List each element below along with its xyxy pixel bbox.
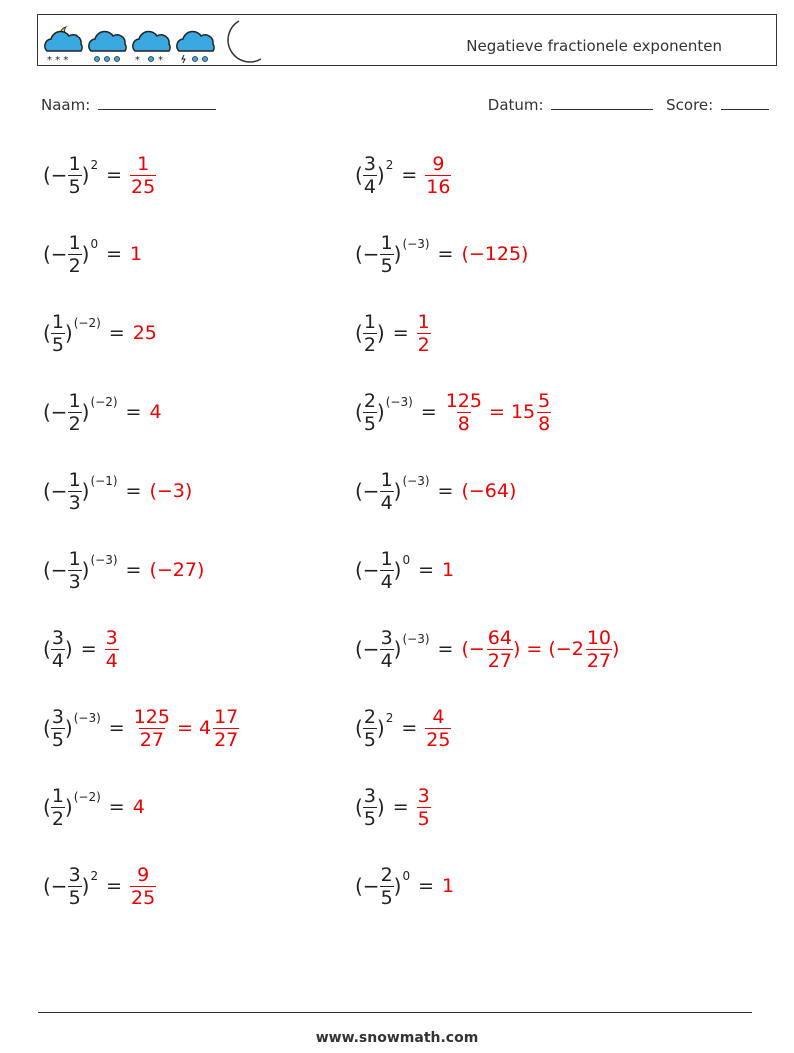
exponent: 0 [402, 869, 411, 883]
close-paren: ) [81, 163, 90, 187]
denominator: 27 [586, 649, 612, 672]
answer-text: 25 [132, 322, 157, 344]
base-fraction [380, 864, 394, 909]
close-paren: ) [393, 558, 402, 582]
answer-text: = 15 [482, 401, 536, 423]
base-numerator: 1 [380, 468, 393, 491]
fraction [586, 627, 612, 672]
numerator: 125 [133, 705, 170, 728]
exponent: (−2) [73, 790, 101, 804]
problem-item [355, 145, 451, 205]
svg-text:* * *: * * * [47, 55, 69, 65]
close-paren: ) [393, 479, 402, 503]
close-paren: ) [64, 716, 73, 740]
base-denominator: 5 [363, 412, 376, 435]
name-label: Naam: [41, 96, 91, 114]
numerator: 9 [137, 863, 150, 886]
base-fraction [363, 153, 377, 198]
base-numerator: 2 [363, 705, 376, 728]
exponent: (−3) [385, 395, 413, 409]
answer [149, 401, 163, 423]
base-numerator: 2 [380, 863, 393, 886]
problem-item [43, 619, 119, 679]
cloud-rain-icon [89, 32, 126, 62]
base-numerator: 3 [380, 626, 393, 649]
base-numerator: 3 [51, 705, 64, 728]
problem-item [43, 856, 156, 916]
answer [445, 390, 552, 435]
answer-text: 4 [132, 796, 145, 818]
problem-item [43, 461, 194, 521]
base-numerator: 3 [363, 152, 376, 175]
base-fraction [68, 390, 82, 435]
worksheet-header [37, 14, 777, 66]
open-paren: ( [355, 163, 363, 187]
base-fraction [68, 864, 82, 909]
fraction [425, 706, 451, 751]
equals-sign: = [437, 638, 454, 660]
answer [133, 796, 147, 818]
equals-sign: = [106, 164, 123, 186]
base-denominator: 5 [68, 886, 81, 909]
answer [425, 153, 451, 198]
base-denominator: 5 [68, 175, 81, 198]
equals-sign: = [106, 875, 123, 897]
base-denominator: 4 [380, 491, 393, 514]
numerator: 4 [432, 705, 445, 728]
exponent: 2 [90, 158, 99, 172]
open-paren: ( [355, 321, 363, 345]
open-paren: (− [43, 874, 68, 898]
fraction [130, 153, 156, 198]
base-denominator: 5 [51, 728, 64, 751]
answer-text: (−27) [149, 559, 205, 581]
answer [425, 706, 451, 751]
exponent: 2 [385, 158, 394, 172]
close-paren: ) [376, 163, 385, 187]
base-numerator: 3 [363, 784, 376, 807]
close-paren: ) [376, 400, 385, 424]
base-denominator: 2 [68, 254, 81, 277]
problem-item [355, 619, 621, 679]
equals-sign: = [392, 796, 409, 818]
date-score-fields [488, 95, 769, 114]
open-paren: ( [43, 716, 51, 740]
base-denominator: 3 [68, 491, 81, 514]
base-denominator: 2 [51, 807, 64, 830]
equals-sign: = [125, 401, 142, 423]
exponent: (−2) [73, 316, 101, 330]
exponent: 2 [385, 711, 394, 725]
equals-sign: = [401, 717, 418, 739]
base-denominator: 5 [380, 886, 393, 909]
numerator: 3 [105, 626, 118, 649]
svg-text:*: * [135, 55, 140, 65]
score-label: Score: [666, 96, 714, 114]
base-numerator: 1 [51, 310, 64, 333]
fraction [133, 706, 171, 751]
denominator: 8 [538, 412, 551, 435]
equals-sign: = [108, 717, 125, 739]
open-paren: (− [355, 637, 380, 661]
open-paren: (− [43, 479, 68, 503]
answer [461, 627, 621, 672]
answer [133, 706, 240, 751]
exponent: (−3) [73, 711, 101, 725]
close-paren: ) [376, 716, 385, 740]
base-fraction [363, 311, 377, 356]
base-denominator: 2 [363, 333, 376, 356]
equals-sign: = [125, 559, 142, 581]
base-numerator: 1 [68, 231, 81, 254]
denominator: 25 [426, 728, 451, 751]
numerator: 3 [417, 784, 430, 807]
problem-item [355, 698, 451, 758]
denominator: 8 [457, 412, 470, 435]
equals-sign: = [108, 796, 125, 818]
numerator: 5 [538, 389, 551, 412]
base-fraction [380, 548, 394, 593]
equals-sign: = [437, 480, 454, 502]
exponent: (−3) [402, 237, 430, 251]
exponent: (−2) [90, 395, 118, 409]
open-paren: (− [355, 479, 380, 503]
score-blank[interactable] [721, 95, 769, 110]
problem-item [355, 382, 551, 442]
open-paren: ( [355, 400, 363, 424]
base-numerator: 3 [51, 626, 64, 649]
close-paren: ) [81, 558, 90, 582]
numerator: 125 [445, 389, 482, 412]
problem-item [355, 540, 456, 600]
close-paren: ) [81, 400, 90, 424]
base-fraction [51, 706, 65, 751]
answer-text: = 4 [170, 717, 212, 739]
base-numerator: 1 [51, 784, 64, 807]
close-paren: ) [81, 242, 90, 266]
numerator: 17 [214, 705, 239, 728]
base-fraction [68, 232, 82, 277]
denominator: 27 [487, 649, 512, 672]
worksheet-title: Negatieve fractionele exponenten [466, 37, 722, 55]
base-denominator: 4 [380, 570, 393, 593]
close-paren: ) [376, 795, 385, 819]
answer-text: 4 [149, 401, 162, 423]
answer-text: 1 [130, 243, 143, 265]
problem-item [355, 856, 456, 916]
answer [149, 480, 194, 502]
equals-sign: = [401, 164, 418, 186]
close-paren: ) [64, 795, 73, 819]
close-paren: ) [64, 321, 73, 345]
answer [417, 785, 431, 830]
problem-item [43, 224, 144, 284]
answer [461, 243, 530, 265]
base-numerator: 1 [68, 547, 81, 570]
problem-item [355, 461, 518, 521]
exponent: 0 [90, 237, 99, 251]
problem-item [43, 145, 156, 205]
base-denominator: 3 [68, 570, 81, 593]
equals-sign: = [418, 875, 435, 897]
base-numerator: 1 [68, 468, 81, 491]
date-blank[interactable] [551, 95, 653, 110]
base-numerator: 1 [363, 310, 376, 333]
base-fraction [68, 153, 82, 198]
exponent: 2 [90, 869, 99, 883]
base-denominator: 4 [51, 649, 64, 672]
answer [417, 311, 431, 356]
problem-item [43, 698, 239, 758]
exponent: (−3) [90, 553, 118, 567]
answer [461, 480, 518, 502]
fraction [487, 627, 513, 672]
problem-item [43, 540, 206, 600]
answer-text: (−64) [461, 480, 517, 502]
denominator: 25 [131, 175, 156, 198]
base-denominator: 5 [380, 254, 393, 277]
close-paren: ) [81, 874, 90, 898]
equals-sign: = [418, 559, 435, 581]
base-fraction [380, 627, 394, 672]
fraction [105, 627, 119, 672]
exponent: 0 [402, 553, 411, 567]
base-numerator: 1 [68, 152, 81, 175]
answer-text: ) = (−2 [512, 638, 584, 660]
open-paren: ( [43, 637, 51, 661]
open-paren: (− [355, 558, 380, 582]
cloud-snow-icon [133, 32, 170, 65]
close-paren: ) [393, 874, 402, 898]
fraction [537, 390, 551, 435]
base-fraction [68, 469, 82, 514]
moon-icon [228, 21, 261, 62]
answer [442, 559, 456, 581]
base-fraction [68, 548, 82, 593]
denominator: 27 [214, 728, 239, 751]
problem-item [43, 777, 147, 837]
exponent: (−3) [402, 632, 430, 646]
answer [130, 153, 156, 198]
open-paren: (− [355, 242, 380, 266]
answer-text: (−125) [461, 243, 529, 265]
base-denominator: 4 [363, 175, 376, 198]
close-paren: ) [393, 637, 402, 661]
open-paren: (− [43, 558, 68, 582]
fraction [445, 390, 483, 435]
close-paren: ) [376, 321, 385, 345]
answer-text: (− [461, 638, 485, 660]
base-numerator: 1 [380, 231, 393, 254]
weather-icons [41, 17, 263, 69]
problem-item [43, 382, 164, 442]
base-numerator: 1 [380, 547, 393, 570]
base-denominator: 5 [51, 333, 64, 356]
base-fraction [363, 706, 377, 751]
footer-url: www.snowmath.com [315, 1030, 479, 1046]
numerator: 9 [432, 152, 445, 175]
answer [130, 243, 144, 265]
answer-text: (−3) [149, 480, 193, 502]
equals-sign: = [437, 243, 454, 265]
base-numerator: 1 [68, 389, 81, 412]
base-fraction [380, 232, 394, 277]
open-paren: (− [355, 874, 380, 898]
name-field [41, 95, 216, 114]
denominator: 2 [417, 333, 430, 356]
base-denominator: 5 [363, 728, 376, 751]
footer-divider [38, 1012, 752, 1013]
open-paren: ( [43, 321, 51, 345]
open-paren: (− [43, 242, 68, 266]
numerator: 1 [417, 310, 430, 333]
answer [133, 322, 159, 344]
base-fraction [51, 627, 65, 672]
open-paren: ( [355, 795, 363, 819]
close-paren: ) [81, 479, 90, 503]
equals-sign: = [108, 322, 125, 344]
denominator: 25 [131, 886, 156, 909]
open-paren: ( [355, 716, 363, 740]
answer [130, 864, 156, 909]
answer [442, 875, 456, 897]
cloud-moon-snow-icon [45, 27, 82, 65]
base-denominator: 4 [380, 649, 393, 672]
equals-sign: = [106, 243, 123, 265]
denominator: 16 [426, 175, 451, 198]
base-numerator: 2 [363, 389, 376, 412]
equals-sign: = [125, 480, 142, 502]
denominator: 4 [105, 649, 118, 672]
answer-text: 1 [442, 559, 455, 581]
open-paren: (− [43, 163, 68, 187]
base-numerator: 3 [68, 863, 81, 886]
numerator: 1 [137, 152, 150, 175]
base-denominator: 5 [363, 807, 376, 830]
base-fraction [363, 785, 377, 830]
equals-sign: = [80, 638, 97, 660]
fraction [213, 706, 239, 751]
problem-item [355, 303, 431, 363]
answer-text: 1 [442, 875, 455, 897]
fraction [130, 864, 156, 909]
fraction [417, 311, 431, 356]
base-fraction [51, 785, 65, 830]
base-denominator: 2 [68, 412, 81, 435]
answer-text: ) [612, 638, 620, 660]
equals-sign: = [420, 401, 437, 423]
cloud-storm-icon [177, 32, 214, 63]
base-fraction [363, 390, 377, 435]
close-paren: ) [64, 637, 73, 661]
problem-item [355, 777, 431, 837]
numerator: 10 [586, 626, 612, 649]
exponent: (−3) [402, 474, 430, 488]
answer [149, 559, 206, 581]
close-paren: ) [393, 242, 402, 266]
numerator: 64 [487, 626, 512, 649]
base-fraction [51, 311, 65, 356]
fraction [417, 785, 431, 830]
svg-text:*: * [158, 55, 163, 65]
problem-item [43, 303, 159, 363]
name-blank[interactable] [98, 95, 216, 110]
open-paren: (− [43, 400, 68, 424]
denominator: 5 [417, 807, 430, 830]
base-fraction [380, 469, 394, 514]
problem-item [355, 224, 530, 284]
date-label: Datum: [487, 96, 544, 114]
equals-sign: = [392, 322, 409, 344]
open-paren: ( [43, 795, 51, 819]
fraction [425, 153, 451, 198]
denominator: 27 [139, 728, 164, 751]
exponent: (−1) [90, 474, 118, 488]
answer [105, 627, 119, 672]
